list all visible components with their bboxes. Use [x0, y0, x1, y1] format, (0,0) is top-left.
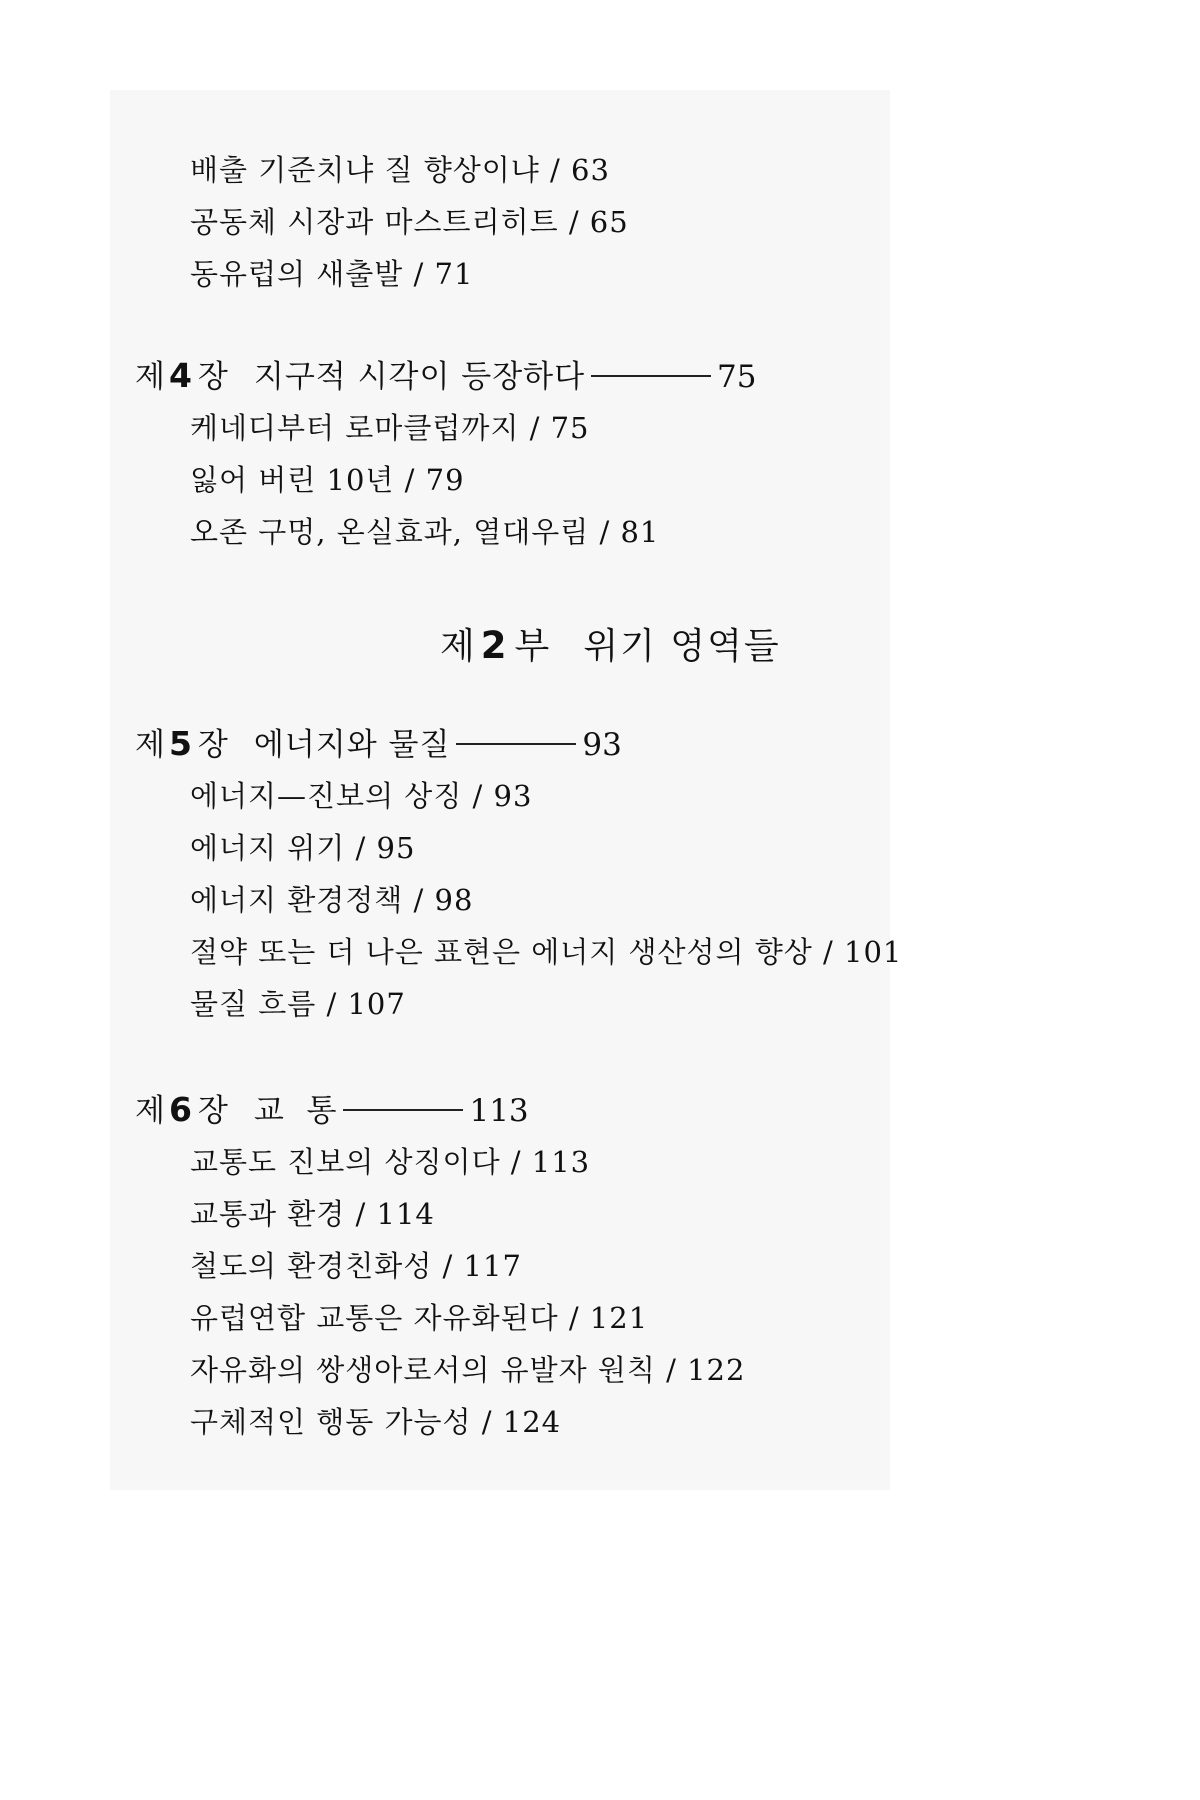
chapter-title: 지구적 시각이 등장하다: [253, 359, 586, 395]
part-prefix: 제: [440, 626, 475, 667]
chapter-suffix: 장: [197, 727, 228, 763]
chapter-number: 6: [168, 1090, 192, 1129]
chapter-6-heading: [135, 1090, 529, 1131]
chapter-suffix: 장: [197, 359, 228, 395]
chapter-page: 93: [582, 727, 622, 763]
chapter-page: 113: [469, 1093, 529, 1129]
toc-entry: 에너지 위기 / 95: [190, 831, 416, 865]
chapter-page: 75: [717, 359, 757, 395]
chapter-title: 교 통: [253, 1093, 338, 1129]
toc-entry: 절약 또는 더 나은 표현은 에너지 생산성의 향상 / 101: [190, 935, 903, 969]
toc-entry: 오존 구멍, 온실효과, 열대우림 / 81: [190, 515, 660, 549]
chapter-prefix: 제: [135, 359, 165, 395]
chapter-4-heading: [135, 356, 757, 397]
toc-entry: 공동체 시장과 마스트리히트 / 65: [190, 205, 629, 239]
chapter-prefix: 제: [135, 727, 165, 763]
dot-leader: [591, 375, 711, 377]
chapter-suffix: 장: [197, 1093, 228, 1129]
chapter-number: 4: [168, 356, 192, 395]
toc-entry: 철도의 환경친화성 / 117: [190, 1249, 522, 1283]
toc-entry: 잃어 버린 10년 / 79: [190, 463, 465, 497]
toc-entry: 구체적인 행동 가능성 / 124: [190, 1405, 562, 1439]
toc-entry: 배출 기준치냐 질 향상이냐 / 63: [190, 153, 610, 187]
part-number: 2: [480, 624, 507, 667]
toc-entry: 자유화의 쌍생아로서의 유발자 원칙 / 122: [190, 1353, 746, 1387]
toc-entry: 유럽연합 교통은 자유화된다 / 121: [190, 1301, 649, 1335]
toc-entry: 동유럽의 새출발 / 71: [190, 257, 474, 291]
toc-entry: 물질 흐름 / 107: [190, 987, 406, 1021]
dot-leader: [343, 1109, 463, 1111]
part-title: 위기 영역들: [583, 626, 781, 667]
part-suffix: 부: [514, 626, 550, 667]
chapter-number: 5: [168, 724, 192, 763]
dot-leader: [456, 743, 576, 745]
toc-entry: 교통도 진보의 상징이다 / 113: [190, 1145, 591, 1179]
toc-entry: 에너지 환경정책 / 98: [190, 883, 474, 917]
toc-entry: 케네디부터 로마클럽까지 / 75: [190, 411, 590, 445]
chapter-title: 에너지와 물질: [253, 727, 451, 763]
chapter-prefix: 제: [135, 1093, 165, 1129]
chapter-5-heading: [135, 724, 622, 765]
toc-entry: 에너지—진보의 상징 / 93: [190, 779, 533, 813]
part-2-heading: [440, 624, 781, 669]
toc-entry: 교통과 환경 / 114: [190, 1197, 435, 1231]
